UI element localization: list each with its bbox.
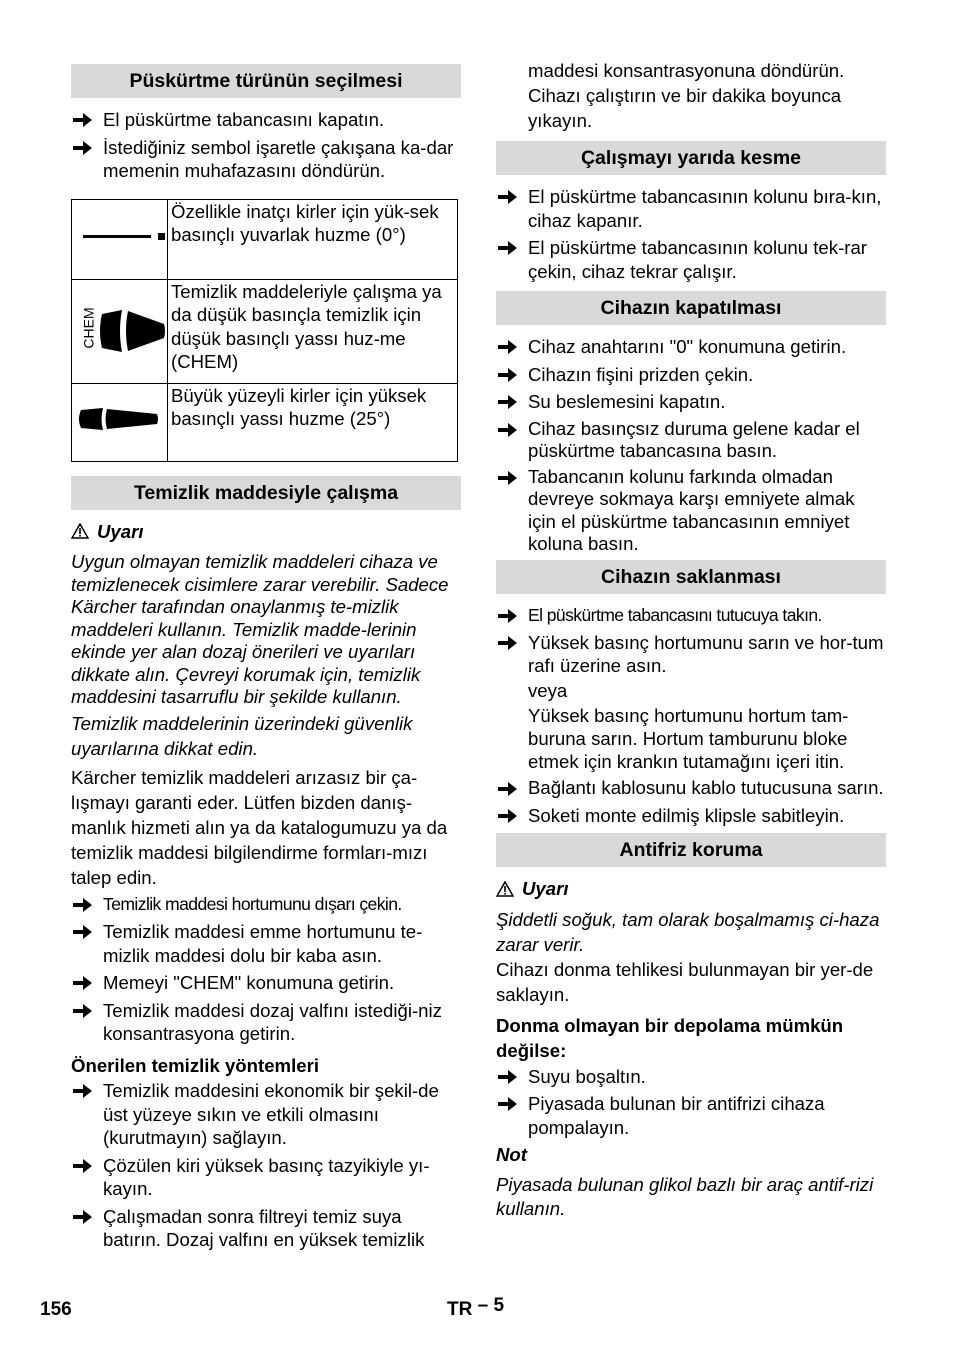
arrow-right-icon xyxy=(73,897,93,913)
warning-text-safety: Temizlik maddelerinin üzerindeki güvenlik uyarılarına dikkat edin. xyxy=(71,712,413,759)
list-item: Cihaz basınçsız duruma gelene kadar el püskürtme tabancasına basın. xyxy=(496,418,886,462)
list-item: İstediğiniz sembol işaretle çakışana ka-dar memenin muhafazasını döndürün. xyxy=(71,136,461,183)
arrow-right-icon xyxy=(498,808,518,824)
interrupt-steps xyxy=(496,185,886,283)
continuation-text: maddesi konsantrasyonuna döndürün. Cihazı çalıştırın ve bir dakika boyunca yıkayın. xyxy=(528,60,845,131)
arrow-right-icon xyxy=(498,1069,518,1085)
detergent-body: Kärcher temizlik maddeleri arızasız bir ça-lışmayı garanti eder. Lütfen bizden danış-manlık hizmeti alın ya da katalogumuzu ya da temizlik maddesi bilgilendirme formları-mızı talep edin. xyxy=(71,766,448,888)
warning-heading: Uyarı xyxy=(496,877,886,901)
or-text: veya xyxy=(528,680,568,701)
section-heading-storage: Cihazın saklanması xyxy=(496,560,886,594)
arrow-right-icon xyxy=(498,470,518,486)
pencil-jet-icon xyxy=(72,199,168,279)
antifreeze-subhead: Donma olmayan bir depolama mümkün değilse: xyxy=(496,1014,844,1061)
table-row xyxy=(72,279,458,383)
note-text: Piyasada bulunan glikol bazlı bir araç antif-rizi kullanın. xyxy=(496,1173,874,1219)
storage-steps xyxy=(496,604,886,828)
arrow-right-icon xyxy=(73,1209,93,1225)
chem-nozzle-icon xyxy=(72,279,168,383)
section-heading-interrupt: Çalışmayı yarıda kesme xyxy=(496,141,886,175)
list-item: Yüksek basınç hortumunu sarın ve hor-tum rafı üzerine asın. veya Yüksek basınç hortumunu hortum tam-buruna sarın. Hortum tamburunu bloke etmek için krankın tutamağını içeri itin. xyxy=(496,631,886,773)
list-item: Çözülen kiri yüksek basınç tazyikiyle yı-kayın. xyxy=(71,1154,461,1201)
warning-text: Şiddetli soğuk, tam olarak boşalmamış ci-haza zarar verir. xyxy=(496,908,880,955)
arrow-right-icon xyxy=(498,339,518,355)
antifreeze-steps xyxy=(496,1065,886,1140)
alt-text: Yüksek basınç hortumunu hortum tam-buruna sarın. Hortum tamburunu bloke etmek için krankın tutamağını içeri itin. xyxy=(528,705,849,772)
list-item: Çalışmadan sonra filtreyi temiz suya batırın. Dozaj valfını en yüksek temizlik xyxy=(71,1205,461,1252)
list-item: El püskürtme tabancasının kolunu bıra-kın, cihaz kapanır. xyxy=(496,185,886,232)
table-cell: Temizlik maddeleriyle çalışma ya da düşük basınçla temizlik için düşük basınçlı yassı huz-me (CHEM) xyxy=(168,279,458,383)
warning-text: Uygun olmayan temizlik maddeleri cihaza ve temizlenecek cisimlere zarar verebilir. Sadece Kärcher tarafından onaylanmış te-mizlik maddeleri kullanın. Temizlik madde-lerinin ekinde yer alan dozaj önerileri ve uyarıları dikkate alın. Çevreyi korumak için, temizlik maddesini tasarruflu bir şekilde kullanın. xyxy=(71,551,449,707)
arrow-right-icon xyxy=(73,1083,93,1099)
recommended-methods-steps xyxy=(71,1079,461,1252)
warning-triangle-icon xyxy=(496,881,514,897)
left-column xyxy=(71,64,461,1256)
table-row xyxy=(72,383,458,461)
list-item: Temizlik maddesini ekonomik bir şekil-de üst yüzeye sıkın ve etkili olmasını (kurutmayın) sağlayın. xyxy=(71,1079,461,1150)
section-heading-spray-type: Püskürtme türünün seçilmesi xyxy=(71,64,461,98)
right-column xyxy=(496,58,886,1221)
list-item: Temizlik maddesi dozaj valfını istediği-niz konsantrasyona getirin. xyxy=(71,999,461,1046)
arrow-right-icon xyxy=(498,635,518,651)
list-item: Cihaz anahtarını "0" konumuna getirin. xyxy=(496,335,886,359)
arrow-right-icon xyxy=(73,975,93,991)
arrow-right-icon xyxy=(498,394,518,410)
note-label: Not xyxy=(496,1144,527,1165)
section-heading-detergent: Temizlik maddesiyle çalışma xyxy=(71,476,461,510)
arrow-right-icon xyxy=(498,422,518,438)
arrow-right-icon xyxy=(73,112,93,128)
arrow-right-icon xyxy=(498,367,518,383)
arrow-right-icon xyxy=(498,781,518,797)
table-cell: Özellikle inatçı kirler için yük-sek basınçlı yuvarlak huzme (0°) xyxy=(168,199,458,279)
warning-triangle-icon xyxy=(71,523,89,539)
list-item: El püskürtme tabancasını kapatın. xyxy=(71,108,461,132)
warning-heading: Uyarı xyxy=(71,520,461,544)
antifreeze-body: Cihazı donma tehlikesi bulunmayan bir yer-de saklayın. xyxy=(496,958,874,1005)
arrow-right-icon xyxy=(498,1096,518,1112)
list-item: El püskürtme tabancasının kolunu tek-rar çekin, cihaz tekrar çalışır. xyxy=(496,236,886,283)
shutdown-steps xyxy=(496,335,886,556)
list-item: Soketi monte edilmiş klipsle sabitleyin. xyxy=(496,804,886,828)
list-item: Su beslemesini kapatın. xyxy=(496,390,886,414)
page-number: 156 xyxy=(40,1299,72,1320)
list-item: Temizlik maddesi hortumunu dışarı çekin. xyxy=(71,893,461,917)
table-row xyxy=(72,199,458,279)
list-item: Tabancanın kolunu farkında olmadan devreye sokmaya karşı emniyete almak için el püskürtme tabancasının emniyet koluna basın. xyxy=(496,466,886,556)
arrow-right-icon xyxy=(73,1158,93,1174)
detergent-steps xyxy=(71,893,461,1046)
chem-label: CHEM xyxy=(80,307,97,349)
section-heading-shutdown: Cihazın kapatılması xyxy=(496,291,886,325)
spray-pattern-table xyxy=(71,199,458,462)
arrow-right-icon xyxy=(73,924,93,940)
arrow-right-icon xyxy=(73,1003,93,1019)
list-item: Cihazın fişini prizden çekin. xyxy=(496,363,886,387)
spray-type-steps xyxy=(71,108,461,183)
list-item: El püskürtme tabancasını tutucuya takın. xyxy=(496,604,886,628)
list-item: Bağlantı kablosunu kablo tutucusuna sarın. xyxy=(496,777,886,800)
flat-jet-icon xyxy=(72,383,168,461)
arrow-right-icon xyxy=(498,240,518,256)
table-cell: Büyük yüzeyli kirler için yüksek basınçlı yassı huzme (25°) xyxy=(168,383,458,461)
recommended-methods-heading: Önerilen temizlik yöntemleri xyxy=(71,1054,319,1076)
arrow-right-icon xyxy=(498,189,518,205)
list-item: Temizlik maddesi emme hortumunu te-mizlik maddesi dolu bir kaba asın. xyxy=(71,920,461,967)
section-heading-antifreeze: Antifriz koruma xyxy=(496,833,886,867)
footer-language: TR – 5 xyxy=(447,1295,505,1320)
list-item: Memeyi "CHEM" konumuna getirin. xyxy=(71,971,461,995)
arrow-right-icon xyxy=(73,140,93,156)
arrow-right-icon xyxy=(498,608,518,624)
list-item: Suyu boşaltın. xyxy=(496,1065,886,1089)
list-item: Piyasada bulunan bir antifrizi cihaza pompalayın. xyxy=(496,1092,886,1139)
